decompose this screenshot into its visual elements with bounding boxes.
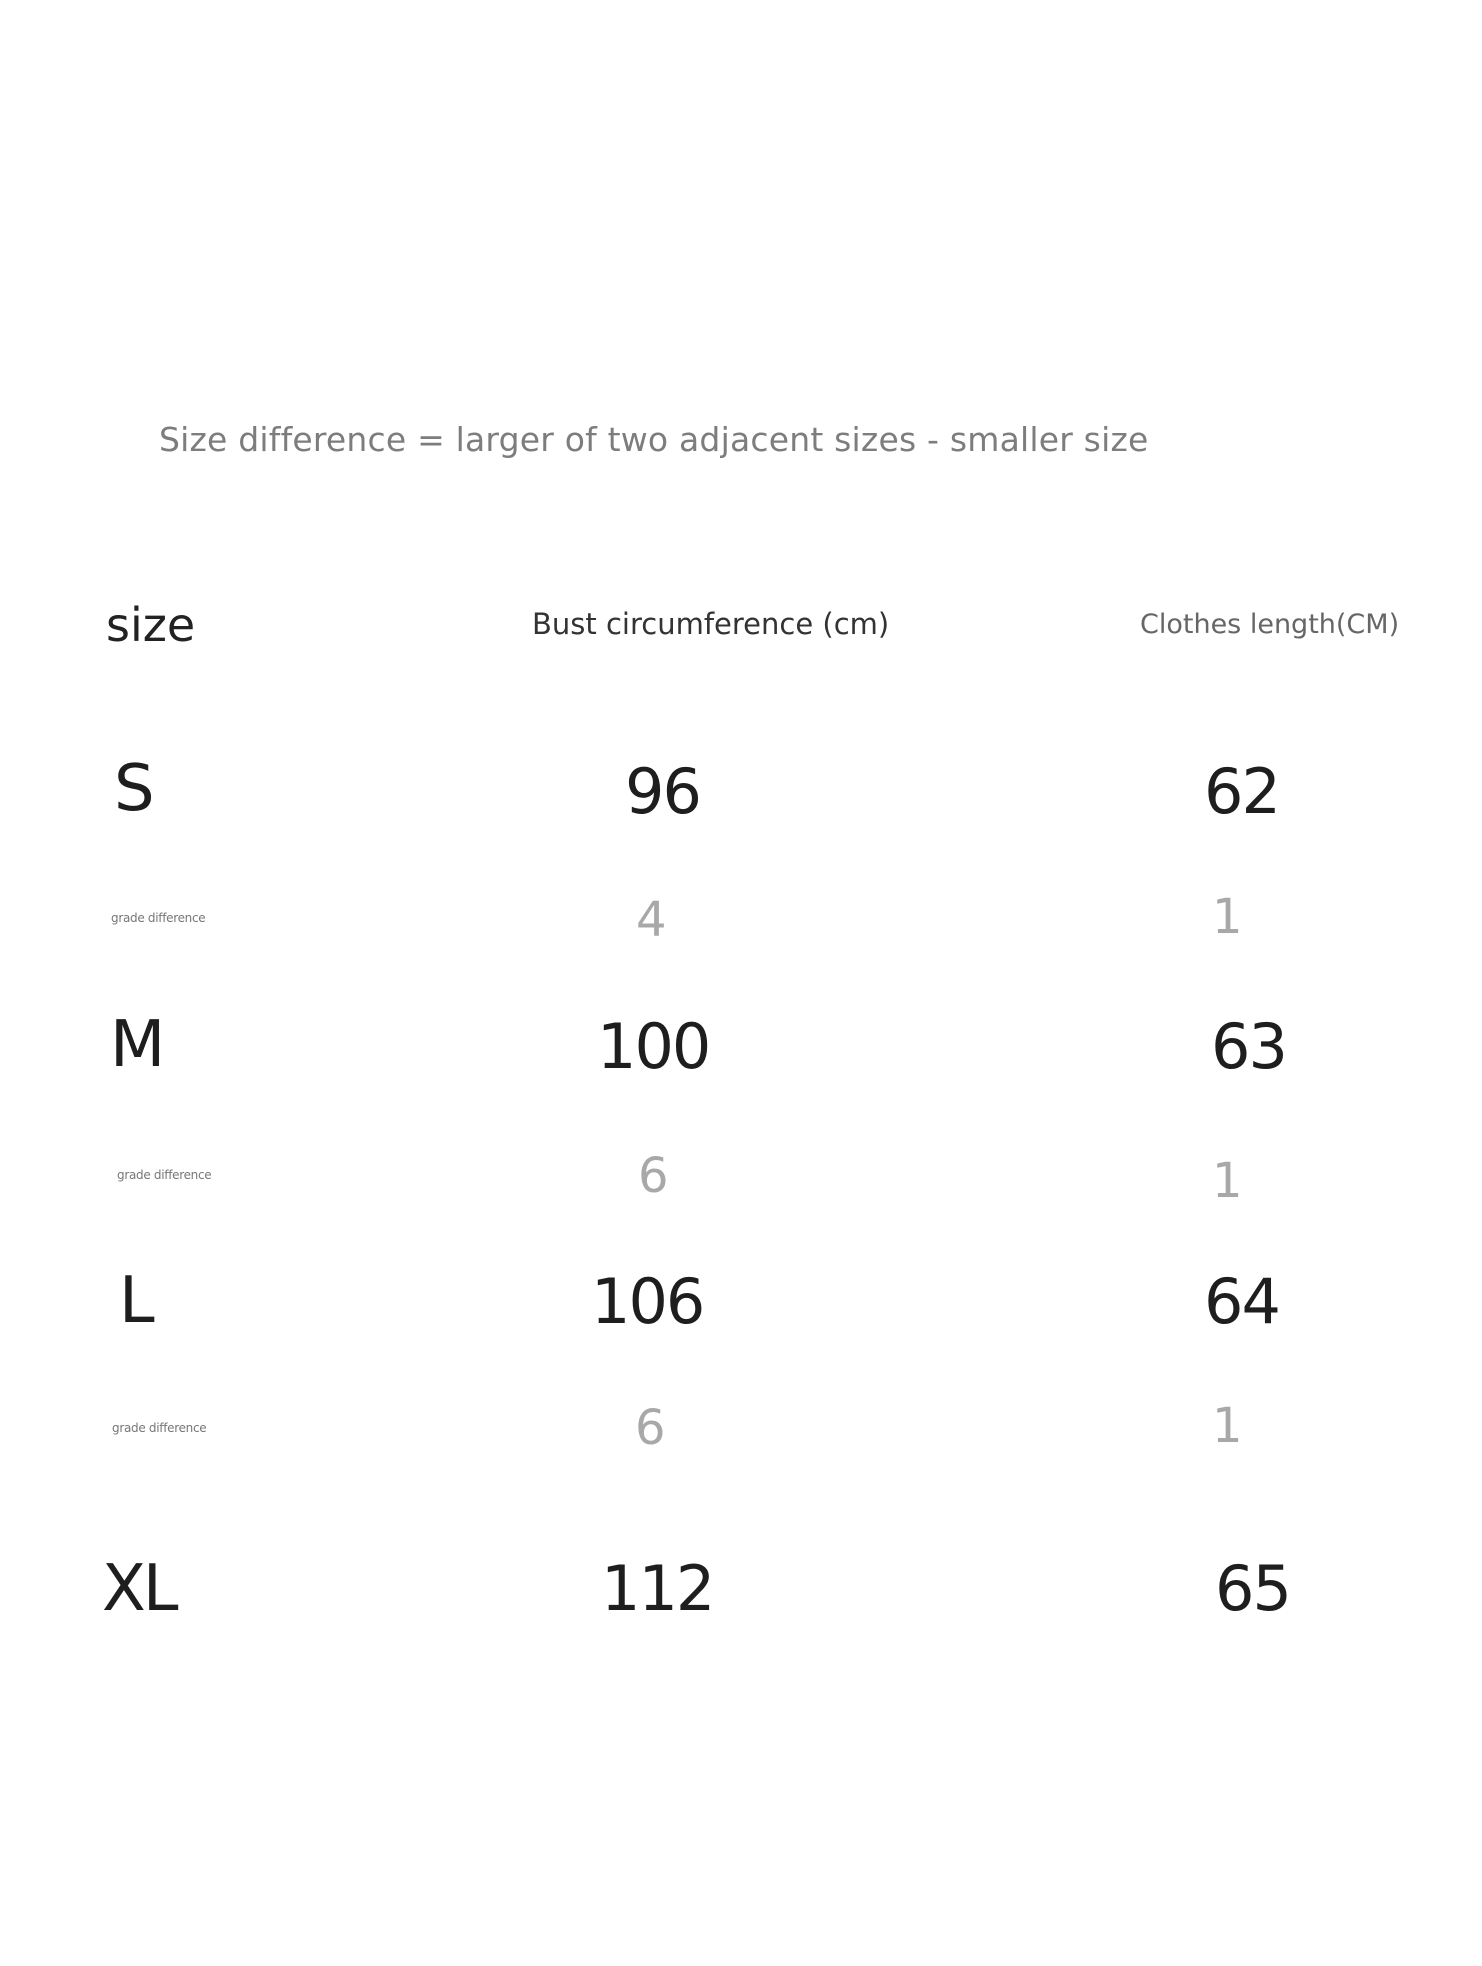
size-s-label: S bbox=[114, 752, 152, 826]
size-s-length: 62 bbox=[1204, 755, 1279, 828]
size-s-bust: 96 bbox=[625, 755, 700, 828]
size-m-label: M bbox=[110, 1008, 163, 1082]
header-size: size bbox=[106, 598, 196, 652]
size-l-bust: 106 bbox=[591, 1265, 704, 1338]
grade-difference-label: grade difference bbox=[112, 1421, 207, 1435]
header-clothes-length: Clothes length(CM) bbox=[1140, 609, 1400, 640]
grade-difference-bust: 6 bbox=[638, 1148, 669, 1204]
grade-difference-label: grade difference bbox=[111, 911, 206, 925]
size-xl-length: 65 bbox=[1215, 1552, 1290, 1625]
size-m-bust: 100 bbox=[597, 1010, 710, 1083]
grade-difference-bust: 6 bbox=[635, 1400, 666, 1456]
grade-difference-length: 1 bbox=[1212, 1153, 1243, 1209]
header-bust-circumference: Bust circumference (cm) bbox=[532, 607, 890, 641]
grade-difference-length: 1 bbox=[1212, 889, 1243, 945]
size-m-length: 63 bbox=[1211, 1010, 1286, 1083]
grade-difference-length: 1 bbox=[1212, 1398, 1243, 1454]
size-difference-note: Size difference = larger of two adjacent sizes - smaller size bbox=[159, 420, 1149, 459]
size-xl-label: XL bbox=[102, 1552, 176, 1626]
size-l-length: 64 bbox=[1204, 1265, 1279, 1338]
grade-difference-bust: 4 bbox=[636, 892, 667, 948]
size-xl-bust: 112 bbox=[601, 1552, 714, 1625]
size-l-label: L bbox=[119, 1264, 152, 1338]
grade-difference-label: grade difference bbox=[117, 1168, 212, 1182]
